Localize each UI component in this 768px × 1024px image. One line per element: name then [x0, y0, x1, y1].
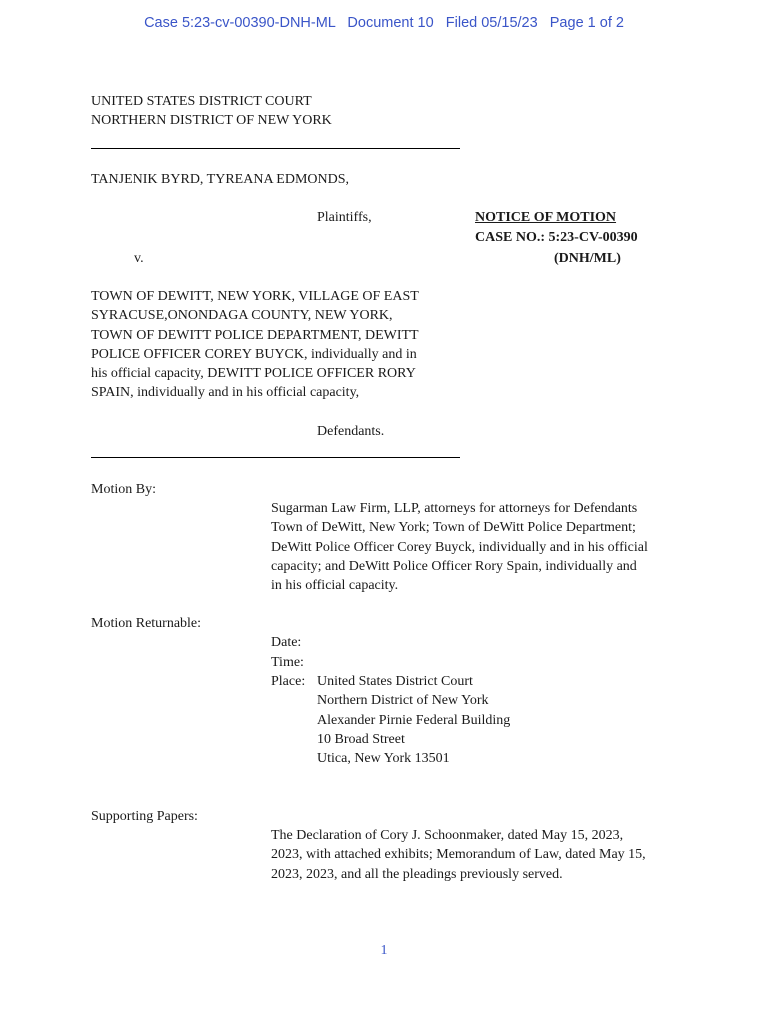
plaintiff-names: TANJENIK BYRD, TYREANA EDMONDS,: [91, 172, 350, 187]
place-line: Alexander Pirnie Federal Building: [317, 712, 511, 728]
defendant-line: SYRACUSE,ONONDAGA COUNTY, NEW YORK,: [91, 308, 393, 324]
supporting-line: 2023, 2023, and all the pleadings previously served.: [271, 866, 563, 882]
notice-title: NOTICE OF MOTION: [475, 210, 617, 225]
court-name: [91, 92, 332, 131]
judge-initials: (DNH/ML): [554, 251, 621, 266]
place-line: United States District Court: [317, 674, 473, 689]
header-page-count: Page 1 of 2: [549, 15, 624, 31]
supporting-line: The Declaration of Cory J. Schoonmaker, dated May 15, 2023,: [271, 828, 624, 843]
case-number: CASE NO.: 5:23-CV-00390: [475, 230, 638, 245]
defendant-line: SPAIN, individually and in his official capacity,: [91, 385, 360, 401]
motion-by-line: Sugarman Law Firm, LLP, attorneys for attorneys for Defendants: [271, 501, 638, 516]
defendant-line: POLICE OFFICER COREY BUYCK, individually and in: [91, 346, 417, 362]
plaintiffs-label: Plaintiffs,: [317, 210, 372, 225]
header-filed-date: Filed 05/15/23: [445, 15, 538, 31]
motion-by-text: [271, 499, 648, 595]
header-case-number: Case 5:23-cv-00390-DNH-ML: [144, 15, 336, 31]
place-line: Utica, New York 13501: [317, 751, 450, 767]
place-address: [317, 672, 510, 768]
defendant-line: his official capacity, DEWITT POLICE OFFICER RORY: [91, 366, 416, 382]
supporting-papers-label: Supporting Papers:: [91, 809, 198, 824]
header-document-number: Document 10: [347, 15, 434, 31]
motion-by-line: DeWitt Police Officer Corey Buyck, individually and in his official: [271, 539, 648, 555]
motion-returnable-label: Motion Returnable:: [91, 616, 202, 631]
versus: v.: [134, 251, 144, 266]
caption-top-rule: [91, 148, 460, 149]
motion-by-line: capacity; and DeWitt Police Officer Rory Spain, individually and: [271, 558, 637, 574]
defendant-names: [91, 287, 419, 403]
court-name-line-2: NORTHERN DISTRICT OF NEW YORK: [91, 113, 332, 129]
defendant-line: TOWN OF DEWITT, NEW YORK, VILLAGE OF EAST: [91, 289, 419, 304]
date-label: Date:: [271, 635, 302, 650]
motion-by-label: Motion By:: [91, 482, 156, 497]
supporting-papers-text: [271, 826, 646, 884]
place-line: Northern District of New York: [317, 693, 489, 709]
caption-bottom-rule: [91, 457, 460, 458]
place-label: Place:: [271, 674, 306, 689]
motion-by-line: Town of DeWitt, New York; Town of DeWitt Police Department;: [271, 520, 636, 536]
ecf-header: [0, 14, 768, 33]
court-name-line-1: UNITED STATES DISTRICT COURT: [91, 94, 312, 109]
time-label: Time:: [271, 655, 304, 670]
defendants-label: Defendants.: [317, 424, 385, 439]
supporting-line: 2023, with attached exhibits; Memorandum of Law, dated May 15,: [271, 847, 646, 863]
motion-by-line: in his official capacity.: [271, 578, 399, 594]
defendant-line: TOWN OF DEWITT POLICE DEPARTMENT, DEWITT: [91, 327, 419, 343]
place-line: 10 Broad Street: [317, 731, 405, 747]
page-number: 1: [380, 943, 388, 958]
